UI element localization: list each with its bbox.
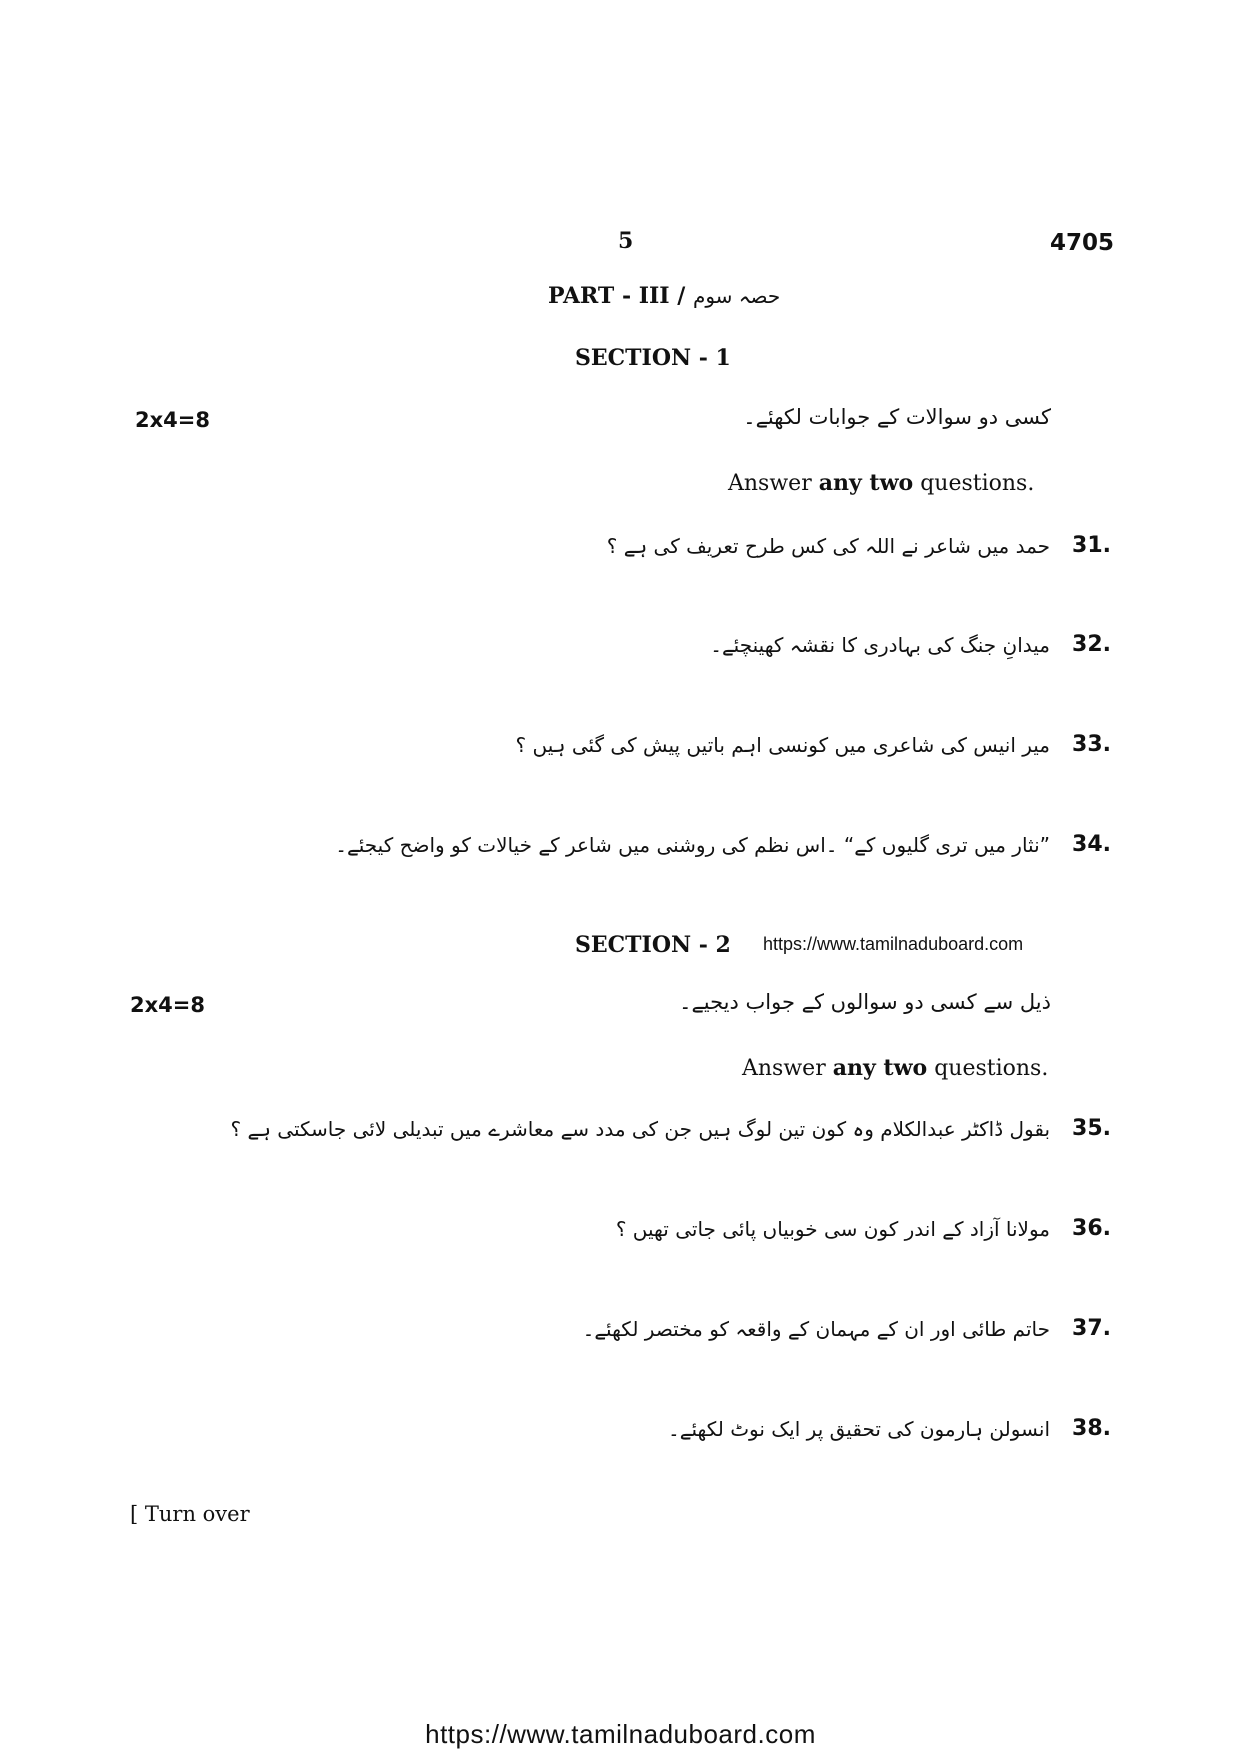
question-number: 35. — [1072, 1116, 1111, 1141]
question-text: میر انیس کی شاعری میں کونسی اہم باتیں پیش کی گئی ہیں ؟ — [515, 732, 1051, 757]
instruction-bold: any two — [832, 1055, 928, 1081]
section-1-title: SECTION - 1 — [575, 345, 731, 371]
question-text: انسولن ہارمون کی تحقیق پر ایک نوٹ لکھئے۔ — [668, 1416, 1051, 1441]
question-number: 36. — [1072, 1216, 1111, 1241]
footer-url[interactable]: https://www.tamilnaduboard.com — [425, 1719, 816, 1749]
question-38 — [668, 1416, 1111, 1441]
question-text: حمد میں شاعر نے اللہ کی کس طرح تعریف کی ہے ؟ — [606, 533, 1051, 558]
question-number: 31. — [1072, 533, 1111, 558]
question-number: 37. — [1072, 1316, 1111, 1341]
question-text: ”نثار میں تری گلیوں کے“ ۔اس نظم کی روشنی میں شاعر کے خیالات کو واضح کیجئے۔ — [335, 832, 1051, 857]
question-32 — [710, 632, 1111, 657]
section-1-instruction — [728, 470, 1034, 496]
question-37 — [583, 1316, 1111, 1341]
section-2-title: SECTION - 2 — [575, 932, 731, 958]
section-2-instruction — [742, 1055, 1048, 1081]
instruction-bold: any two — [818, 470, 914, 496]
question-text: بقول ڈاکٹر عبدالکلام وہ کون تین لوگ ہیں جن کی مدد سے معاشرے میں تبدیلی لائی جاسکتی ہے ؟ — [230, 1116, 1051, 1141]
instruction-prefix: Answer — [728, 471, 812, 496]
question-33 — [516, 732, 1111, 757]
website-url[interactable]: https://www.tamilnaduboard.com — [763, 934, 1024, 954]
instruction-prefix: Answer — [742, 1056, 826, 1081]
question-text: مولانا آزاد کے اندر کون سی خوبیاں پائی جاتی تھیں ؟ — [615, 1216, 1051, 1241]
section-1-marks: 2x4=8 — [135, 408, 210, 432]
paper-code: 4705 — [1050, 230, 1115, 256]
section-1-instruction-urdu: کسی دو سوالات کے جوابات لکھئے۔ — [743, 405, 1051, 429]
turn-over-note: [ Turn over — [130, 1502, 250, 1526]
question-35 — [231, 1116, 1111, 1141]
question-number: 34. — [1072, 832, 1111, 857]
question-number: 32. — [1072, 632, 1111, 657]
question-34 — [335, 832, 1111, 857]
question-31 — [607, 533, 1111, 558]
question-text: حاتم طائی اور ان کے مہمان کے واقعہ کو مختصر لکھئے۔ — [582, 1316, 1051, 1341]
instruction-suffix: questions. — [934, 1056, 1049, 1081]
question-number: 38. — [1072, 1416, 1111, 1441]
section-2-marks: 2x4=8 — [130, 993, 205, 1017]
question-36 — [616, 1216, 1111, 1241]
part-title-urdu: حصہ سوم — [692, 284, 781, 308]
part-title-english: PART - III / — [548, 283, 686, 309]
question-number: 33. — [1072, 732, 1111, 757]
question-text: میدانِ جنگ کی بہادری کا نقشہ کھینچئے۔ — [710, 632, 1051, 657]
section-2-instruction-urdu: ذیل سے کسی دو سوالوں کے جواب دیجیے۔ — [679, 990, 1051, 1014]
page-number: 5 — [618, 228, 634, 254]
instruction-suffix: questions. — [920, 471, 1035, 496]
part-title — [548, 283, 780, 309]
